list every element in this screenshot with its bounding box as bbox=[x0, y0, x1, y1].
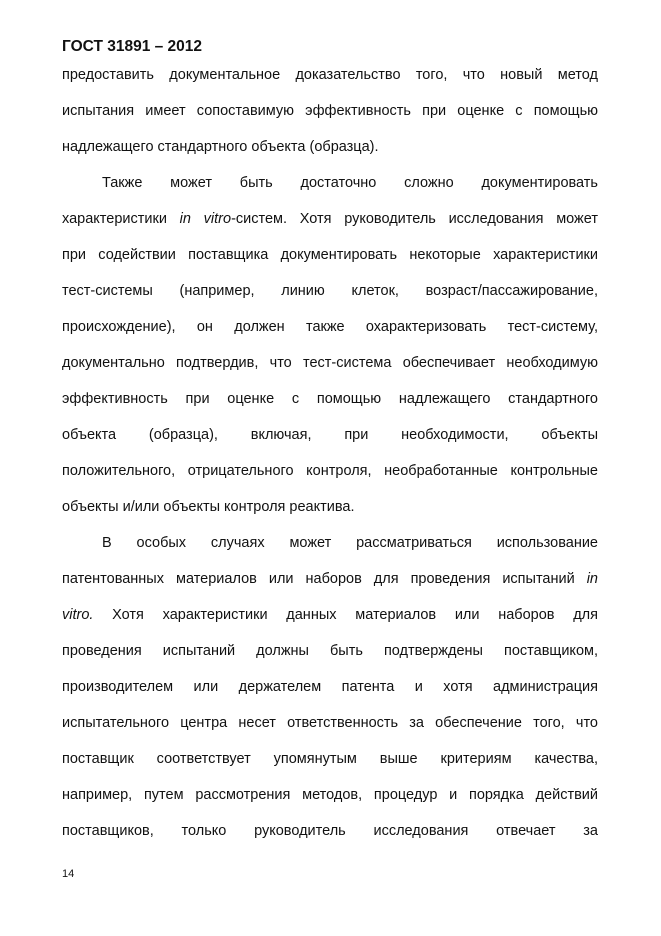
text-line: проведения испытаний должны быть подтверждены поставщиком, bbox=[62, 643, 598, 659]
text-line: при содействии поставщика документировать некоторые характеристики bbox=[62, 247, 598, 263]
text-line: документально подтвердив, что тест-система обеспечивает необходимую bbox=[62, 355, 598, 371]
text-line: тест-системы (например, линию клеток, возраст/пассажирование, bbox=[62, 283, 598, 299]
text-line: испытания имеет сопоставимую эффективность при оценке с помощью bbox=[62, 103, 598, 119]
text-fragment: Хотя характеристики данных материалов или наборов для bbox=[93, 607, 598, 623]
text-line: например, путем рассмотрения методов, процедур и порядка действий bbox=[62, 787, 598, 803]
text-line bbox=[62, 600, 598, 636]
text-fragment: -систем. Хотя руководитель исследования может bbox=[231, 211, 598, 227]
italic-term: in bbox=[586, 571, 598, 587]
document-header: ГОСТ 31891 – 2012 bbox=[62, 38, 203, 55]
text-line: объекты и/или объекты контроля реактива. bbox=[62, 499, 355, 515]
text-line: поставщик соответствует упомянутым выше критериям качества, bbox=[62, 751, 598, 767]
text-line bbox=[62, 564, 598, 600]
italic-term: vitro. bbox=[62, 607, 94, 623]
text-line: эффективность при оценке с помощью надлежащего стандартного bbox=[62, 391, 598, 407]
text-line bbox=[62, 204, 598, 240]
text-line: Также может быть достаточно сложно документировать bbox=[102, 175, 598, 191]
text-fragment: характеристики bbox=[62, 211, 180, 227]
italic-term: in vitro bbox=[179, 211, 232, 227]
text-line: положительного, отрицательного контроля, необработанные контрольные bbox=[62, 463, 598, 479]
text-line: надлежащего стандартного объекта (образца). bbox=[62, 139, 379, 155]
page-number: 14 bbox=[62, 868, 75, 880]
text-line: испытательного центра несет ответственность за обеспечение того, что bbox=[62, 715, 598, 731]
text-line: производителем или держателем патента и хотя администрация bbox=[62, 679, 598, 695]
text-line: происхождение), он должен также охарактеризовать тест-систему, bbox=[62, 319, 598, 335]
document-body bbox=[62, 60, 598, 852]
text-line: поставщиков, только руководитель исследования отвечает за bbox=[62, 823, 598, 839]
text-line: предоставить документальное доказательство того, что новый метод bbox=[62, 67, 598, 83]
text-line: объекта (образца), включая, при необходимости, объекты bbox=[62, 427, 598, 443]
text-fragment: патентованных материалов или наборов для проведения испытаний bbox=[62, 571, 587, 587]
text-line: В особых случаях может рассматриваться использование bbox=[102, 535, 598, 551]
